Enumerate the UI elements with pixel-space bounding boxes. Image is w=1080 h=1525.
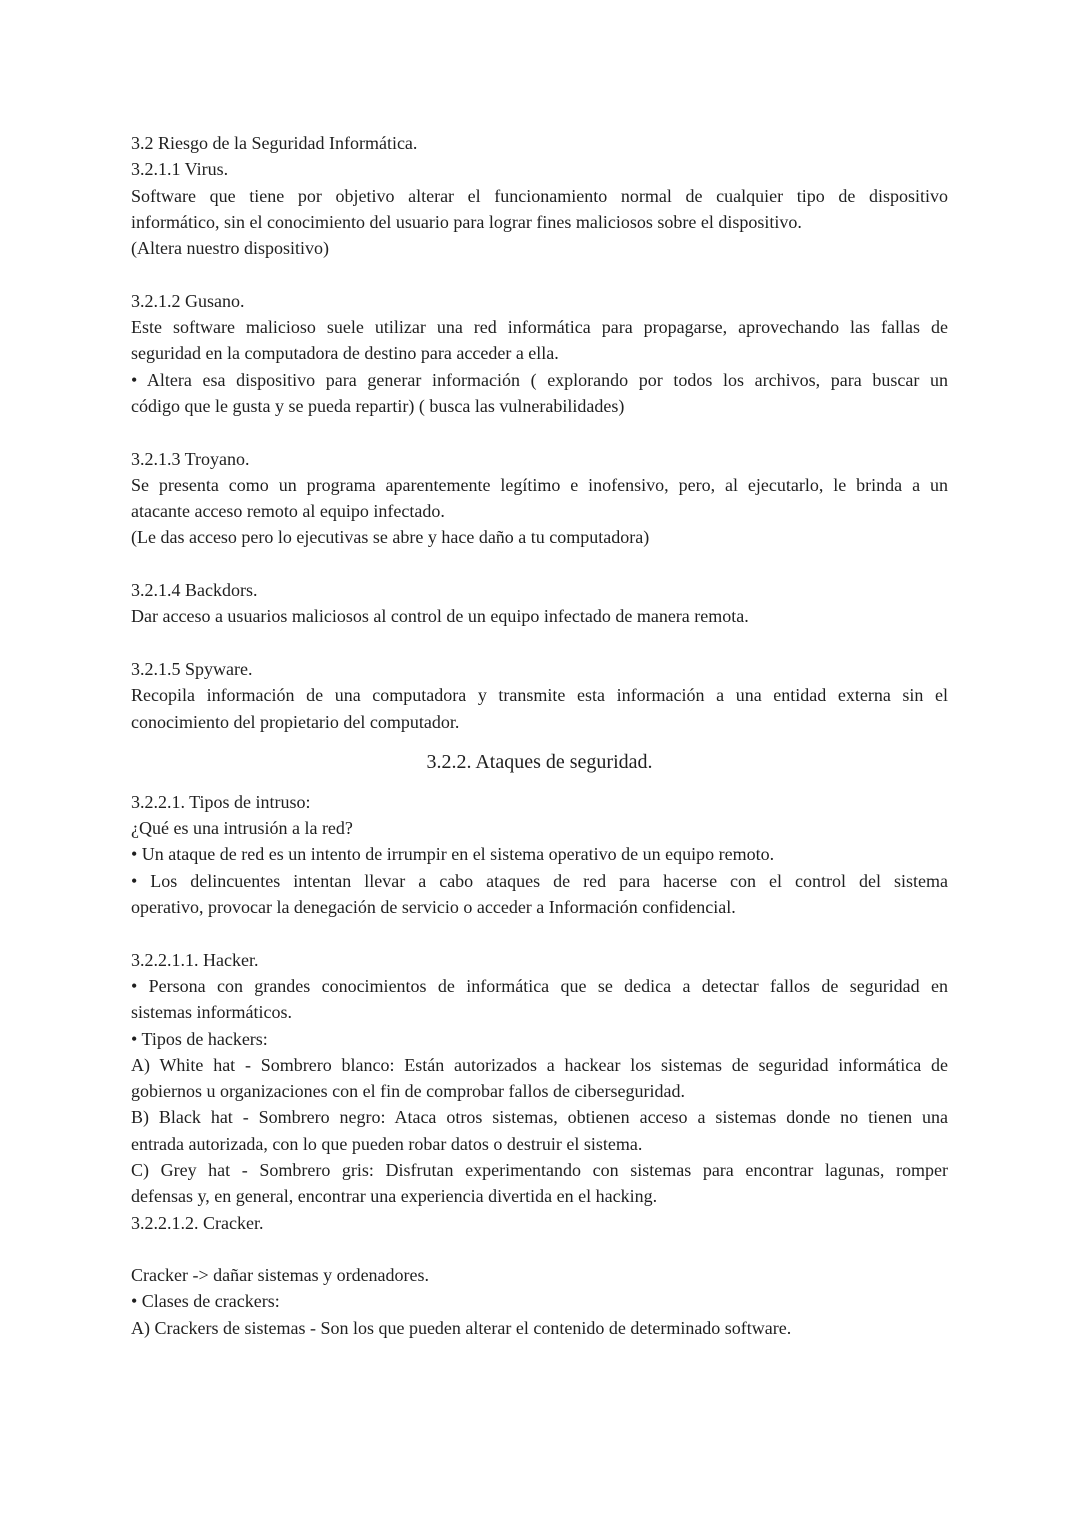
- troyano-text-line: Se presenta como un programa aparentemente legítimo e inofensivo, pero, al ejecutarlo, le brinda a un: [131, 474, 948, 495]
- virus-note: (Altera nuestro dispositivo): [131, 238, 329, 259]
- spacer: [131, 261, 948, 287]
- hacker-type-grey-line: defensas y, en general, encontrar una experiencia divertida en el hacking.: [131, 1186, 658, 1207]
- gusano-bullet-line: • Altera esa dispositivo para generar información ( explorando por todos los archivos, para buscar un: [131, 369, 948, 390]
- gusano-bullet-line: código que le gusta y se pueda repartir) ( busca las vulnerabilidades): [131, 395, 625, 416]
- cracker-title: 3.2.2.1.2. Cracker.: [131, 1212, 264, 1233]
- hacker-type-black-line: entrada autorizada, con lo que pueden robar datos o destruir el sistema.: [131, 1133, 643, 1154]
- hacker-bullet-line: sistemas informáticos.: [131, 1002, 292, 1023]
- intruso-bullet-line: • Un ataque de red es un intento de irrumpir en el sistema operativo de un equipo remoto.: [131, 844, 775, 865]
- backdors-text-line: Dar acceso a usuarios maliciosos al control de un equipo infectado de manera remota.: [131, 606, 749, 627]
- troyano-text-line: atacante acceso remoto al equipo infectado.: [131, 501, 445, 522]
- spacer: [131, 1236, 948, 1262]
- ataques-heading: 3.2.2. Ataques de seguridad.: [426, 750, 653, 773]
- intruso-bullet-line: operativo, provocar la denegación de servicio o acceder a Información confidencial.: [131, 897, 736, 918]
- spyware-text-line: conocimiento del propietario del computador.: [131, 711, 460, 732]
- spacer: [131, 630, 948, 656]
- hacker-type-white-line: A) White hat - Sombrero blanco: Están autorizados a hackear los sistemas de seguridad informática de: [131, 1054, 948, 1075]
- intruso-title: 3.2.2.1. Tipos de intruso:: [131, 791, 311, 812]
- troyano-title: 3.2.1.3 Troyano.: [131, 448, 250, 469]
- spacer: [131, 419, 948, 445]
- troyano-note: (Le das acceso pero lo ejecutivas se abre y hace daño a tu computadora): [131, 527, 650, 548]
- hacker-type-grey-line: C) Grey hat - Sombrero gris: Disfrutan experimentando con sistemas para encontrar lagunas, romper: [131, 1159, 948, 1180]
- gusano-text-line: seguridad en la computadora de destino para acceder a ella.: [131, 343, 559, 364]
- hacker-types-label: • Tipos de hackers:: [131, 1028, 268, 1049]
- virus-text-line: Software que tiene por objetivo alterar el funcionamiento normal de cualquier tipo de dispositivo: [131, 185, 948, 206]
- hacker-type-black-line: B) Black hat - Sombrero negro: Ataca otros sistemas, obtienen acceso a sistemas donde no tienen una: [131, 1107, 948, 1128]
- document-page: [131, 130, 948, 1341]
- spyware-text-line: Recopila información de una computadora y transmite esta información a una entidad externa sin el: [131, 685, 948, 706]
- backdors-title: 3.2.1.4 Backdors.: [131, 580, 258, 601]
- hacker-type-white-line: gobiernos u organizaciones con el fin de comprobar fallos de ciberseguridad.: [131, 1081, 685, 1102]
- spacer: [131, 920, 948, 946]
- hacker-title: 3.2.2.1.1. Hacker.: [131, 949, 259, 970]
- section-title: 3.2 Riesgo de la Seguridad Informática.: [131, 133, 418, 153]
- cracker-text-line: Cracker -> dañar sistemas y ordenadores.: [131, 1265, 430, 1286]
- cracker-classes-label: • Clases de crackers:: [131, 1291, 280, 1312]
- intruso-question: ¿Qué es una intrusión a la red?: [131, 818, 353, 839]
- spyware-title: 3.2.1.5 Spyware.: [131, 658, 253, 679]
- cracker-class-line: A) Crackers de sistemas - Son los que pueden alterar el contenido de determinado software.: [131, 1317, 792, 1338]
- virus-text-line: informático, sin el conocimiento del usuario para lograr fines maliciosos sobre el dispositivo.: [131, 211, 802, 232]
- virus-title: 3.2.1.1 Virus.: [131, 159, 229, 180]
- gusano-text-line: Este software malicioso suele utilizar una red informática para propagarse, aprovechando las fallas de: [131, 317, 948, 338]
- hacker-bullet-line: • Persona con grandes conocimientos de informática que se dedica a detectar fallos de seguridad en: [131, 975, 948, 996]
- spacer: [131, 551, 948, 577]
- gusano-title: 3.2.1.2 Gusano.: [131, 290, 245, 311]
- intruso-bullet-line: • Los delincuentes intentan llevar a cabo ataques de red para hacerse con el control del sistema: [131, 870, 948, 891]
